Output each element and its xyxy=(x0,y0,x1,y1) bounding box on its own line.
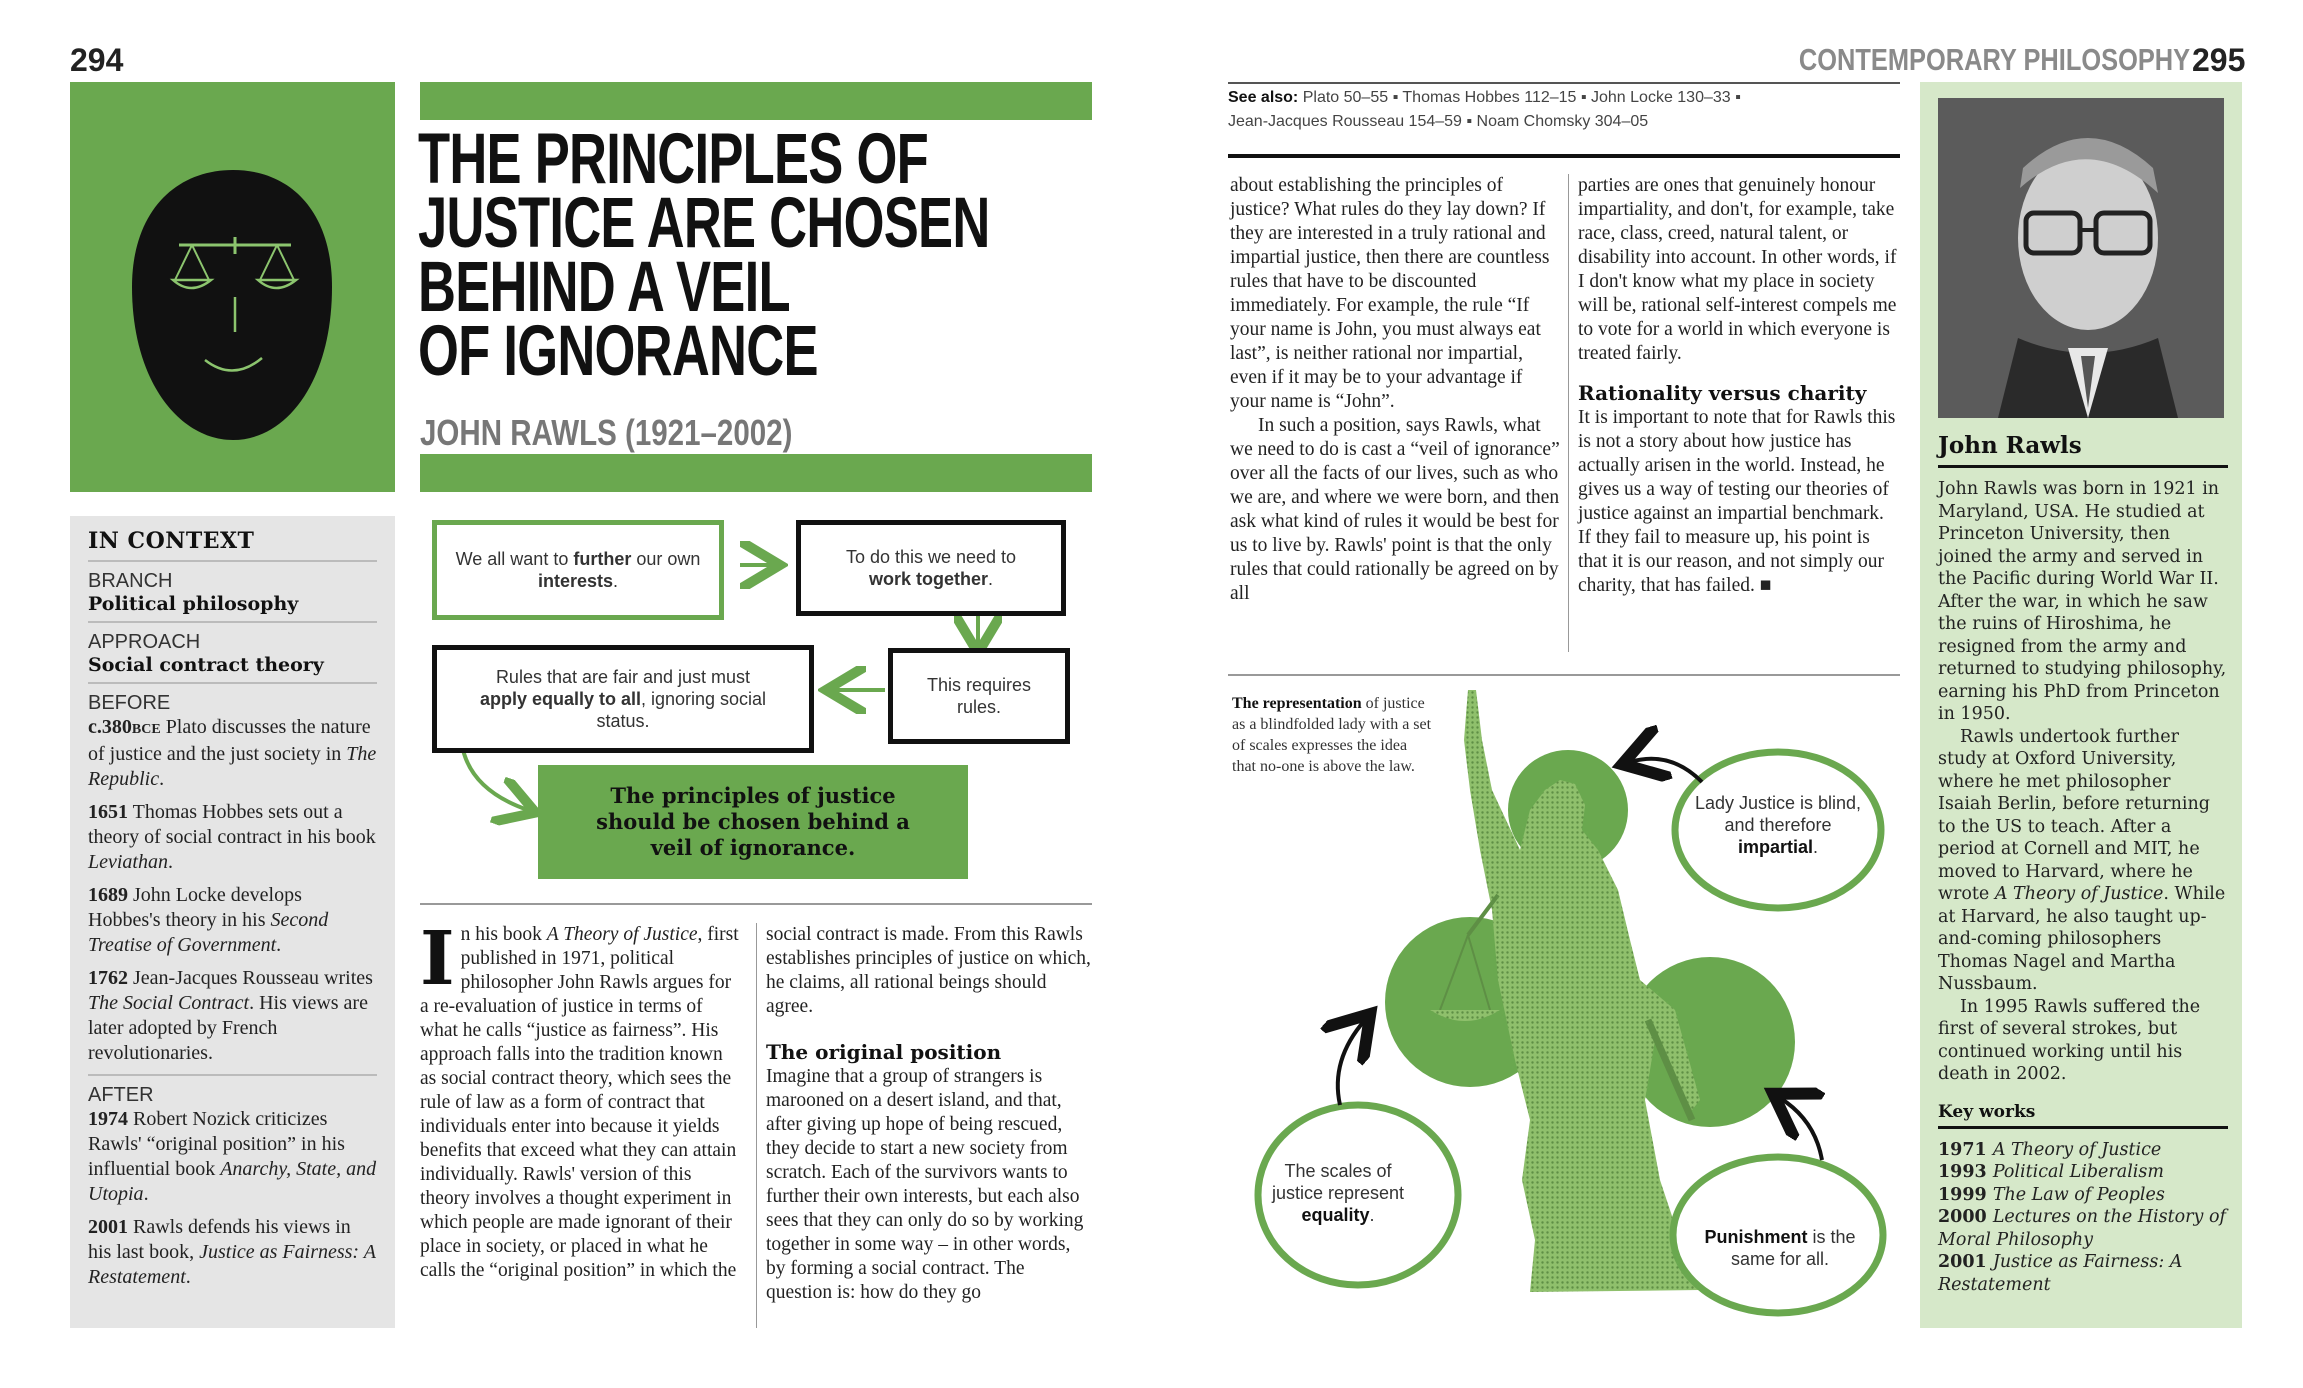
before-text: Jean-Jacques Rousseau writes xyxy=(128,967,373,989)
before-item xyxy=(88,966,377,1066)
before-year: c.380 xyxy=(88,716,132,738)
before-end: . xyxy=(276,934,282,956)
col2-paragraph-2: Imagine that a group of strangers is marooned on a desert island, and that, after giving up hope of being rescued, they decide to start a new society from scratch. Each of the survivors wants to further their own interests, but each also sees that they can only do so by working together in some way – in other words, by forming a social contract. The question is: how do they go xyxy=(766,1066,1084,1303)
col2-paragraph-1: social contract is made. From this Rawls establishes principles of justice on which, he claims, all rational beings should agree. xyxy=(766,924,1091,1017)
before-era: BCE xyxy=(131,722,161,737)
bio-p2-text-b: . While at Harvard, he also taught up-and-coming philosophers Thomas Nagel and Martha Nussbaum. xyxy=(1938,884,2226,994)
col4-paragraph-1: parties are ones that genuinely honour impartiality, and don't, for example, take race, class, creed, natural talent, or disability into account. In other words, if I don't know what my place in society will be, rational self-interest compels me to vote for a world in which everyone is treated fairly. xyxy=(1578,175,1897,364)
before-item xyxy=(88,800,377,875)
before-work: Second Treatise of Government xyxy=(88,909,329,956)
key-work-item xyxy=(1938,1139,2228,1162)
flow-box-interests xyxy=(432,520,724,620)
after-year: 1974 xyxy=(88,1108,128,1130)
original-position-heading: The original position xyxy=(766,1040,1002,1064)
title-line-3: BEHIND A VEIL xyxy=(418,248,790,327)
before-text: Thomas Hobbes sets out a theory of social contract in his book xyxy=(88,801,376,848)
flow-box4-bold: apply equally to all xyxy=(479,689,641,709)
bubble-blind-bold: impartial xyxy=(1737,837,1813,857)
after-year: 2001 xyxy=(88,1216,128,1238)
biography-text xyxy=(1938,432,2228,1296)
approach-label: APPROACH xyxy=(88,631,201,653)
title-top-bar xyxy=(420,82,1092,120)
bio-p2-work: A Theory of Justice xyxy=(1994,884,2164,904)
biography-panel xyxy=(1920,82,2242,1328)
illustration-divider xyxy=(1228,674,1900,676)
before-item xyxy=(88,715,377,792)
page-number-left: 294 xyxy=(70,42,124,78)
caption-bold: The representation xyxy=(1232,695,1362,712)
after-work: Anarchy, State, and Utopia xyxy=(88,1158,377,1205)
after-text: Robert Nozick criticizes Rawls' “original position” in his influential book xyxy=(88,1108,345,1180)
bio-paragraph-3: In 1995 Rawls suffered the first of several strokes, but continued working until his death in 2002. xyxy=(1938,996,2201,1084)
after-end: . xyxy=(185,1266,191,1288)
blindfold-head-icon xyxy=(70,82,395,492)
after-end: . xyxy=(143,1183,149,1205)
col3-paragraph-1: about establishing the principles of justice? What rules do they lay down? If they are interested in a truly rational and impartial justice, then there are countless rules that have to be discounted immediately. For example, the rule “If your name is John, you must always eat last”, is neither rational nor impartial, even if it may be to your advantage if your name is “John”. xyxy=(1230,175,1550,412)
page-number-right: 295 xyxy=(2192,42,2246,78)
body-column-4 xyxy=(1578,174,1900,598)
flow-box-work-together xyxy=(796,520,1066,616)
portrait-person-icon xyxy=(1938,98,2224,418)
key-work-item xyxy=(1938,1184,2228,1207)
key-work-title: Justice as Fairness: A Restatement xyxy=(1938,1252,2183,1295)
key-work-year: 1971 xyxy=(1938,1139,1993,1160)
see-also xyxy=(1228,86,1900,134)
before-text: Plato discusses the nature of justice and the just society in xyxy=(88,716,371,765)
key-work-title: The Law of Peoples xyxy=(1992,1184,2165,1205)
col3-paragraph-2: In such a position, says Rawls, what we need to do is cast a “veil of ignorance” over all the facts of our lives, such as who we are, and where we were born, and then ask what kind of rules it would be best for us to live by. Rawls' point is that the only rules that could rationally be agreed on by all xyxy=(1230,415,1560,604)
bubble-blind xyxy=(1690,792,1866,858)
flow-conclusion-text: The principles of justice should be chosen behind a veil of ignorance. xyxy=(596,783,910,860)
key-work-year: 1993 xyxy=(1938,1162,1993,1182)
column-rule-2 xyxy=(1568,174,1569,652)
before-work: Leviathan xyxy=(88,851,168,873)
key-work-year: 1999 xyxy=(1938,1184,1993,1205)
title-bottom-bar xyxy=(420,454,1092,492)
portrait-photo xyxy=(1938,98,2224,418)
col1-work-title: A Theory of Justice xyxy=(546,924,698,945)
bubble-scales-text: The scales of justice represent xyxy=(1271,1161,1405,1203)
bubble-punish-bold: Punishment xyxy=(1704,1227,1808,1247)
body-column-1 xyxy=(420,916,742,1283)
approach-value: Social contract theory xyxy=(88,654,324,676)
chapter-title xyxy=(418,120,1318,391)
branch-label: BRANCH xyxy=(88,570,173,592)
col1-text-a: n his book xyxy=(460,924,547,945)
before-year: 1651 xyxy=(88,801,128,823)
title-line-2: JUSTICE ARE CHOSEN xyxy=(418,184,990,263)
flow-box1-post: . xyxy=(613,571,619,591)
after-text: Rawls defends his views in his last book, xyxy=(88,1216,351,1263)
bubble-blind-post: . xyxy=(1813,837,1819,857)
before-end: . xyxy=(159,768,165,790)
see-also-line-1[interactable]: Plato 50–55 ▪ Thomas Hobbes 112–15 ▪ John Locke 130–33 ▪ xyxy=(1302,89,1741,106)
key-work-year: 2000 xyxy=(1938,1207,1993,1227)
bubble-scales-post: . xyxy=(1369,1205,1375,1225)
before-year: 1762 xyxy=(88,967,128,989)
see-also-top-rule xyxy=(1228,82,1900,84)
flow-box4-post: , ignoring social status. xyxy=(596,689,767,731)
key-work-year: 2001 xyxy=(1938,1252,1993,1272)
key-works-heading: Key works xyxy=(1938,1102,2228,1129)
bubble-scales xyxy=(1268,1160,1408,1226)
before-work: The Social Contract xyxy=(88,992,250,1014)
flow-box2-post: . xyxy=(988,569,994,589)
after-item xyxy=(88,1107,377,1207)
flow-box4-text: Rules that are fair and just must xyxy=(495,667,751,687)
flow-box-equal-rules xyxy=(432,645,814,753)
before-label: BEFORE xyxy=(88,692,171,714)
flow-box1-text: We all want to xyxy=(455,549,574,569)
bubble-blind-text: Lady Justice is blind, and therefore xyxy=(1694,793,1862,835)
flow-box1-bold: further xyxy=(573,549,632,569)
before-work: The Republic xyxy=(88,743,377,790)
see-also-bottom-rule xyxy=(1228,154,1900,158)
caption-text: of justice as a blindfolded lady with a set of scales expresses the idea that no-one is above the law. xyxy=(1232,695,1432,775)
key-work-title: Political Liberalism xyxy=(1992,1162,2164,1182)
bubble-punish-text: is the same for all. xyxy=(1730,1227,1856,1269)
key-work-title: A Theory of Justice xyxy=(1992,1139,2162,1160)
before-text: John Locke develops Hobbes's theory in his xyxy=(88,884,302,931)
see-also-line-2[interactable]: Jean-Jacques Rousseau 154–59 ▪ Noam Chomsky 304–05 xyxy=(1228,113,1649,130)
before-item xyxy=(88,883,377,958)
key-work-title: Lectures on the History of Moral Philosophy xyxy=(1938,1207,2226,1250)
key-work-item xyxy=(1938,1206,2228,1251)
in-context-heading: IN CONTEXT xyxy=(88,528,255,554)
rationality-heading: Rationality versus charity xyxy=(1578,381,1867,405)
before-end: . His views are later adopted by French revolutionaries. xyxy=(88,992,368,1064)
chapter-author: JOHN RAWLS (1921–2002) xyxy=(420,412,793,453)
head-illustration-panel xyxy=(70,82,395,492)
title-line-4: OF IGNORANCE xyxy=(418,312,818,391)
after-work: Justice as Fairness: A Restatement xyxy=(88,1241,376,1288)
flow-box1-mid: our own xyxy=(631,549,701,569)
before-list xyxy=(88,715,377,1066)
flow-box3-text: This requires rules. xyxy=(926,675,1032,717)
col1-text-b: , first published in 1971, political philosopher John Rawls argues for a re-evaluation of justice in terms of what he calls “justice as fairness”. His approach falls into the tradition known as social contract theory, which sees the rule of law as a form of contract that individuals enter into because it yields benefits that exceed what they can attain individually. Rawls' version of this theory involves a thought experiment in which people are made ignorant of their place in society, or placed in what he calls the “original position” in which the xyxy=(420,924,739,1281)
bio-paragraph-1: John Rawls was born in 1921 in Maryland, USA. He studied at Princeton University, then joined the army and served in the Pacific during World War II. After the war, in which he saw the ruins of Hiroshima, he resigned from the army and returned to studying philosophy, earning his PhD from Princeton in 1950. xyxy=(1938,479,2227,724)
flow-box2-text: To do this we need to xyxy=(845,547,1017,567)
key-works-list xyxy=(1938,1139,2228,1297)
body-column-2 xyxy=(766,923,1092,1305)
running-head: CONTEMPORARY PHILOSOPHY xyxy=(1798,42,2190,77)
bio-name: John Rawls xyxy=(1938,432,2228,468)
see-also-label: See also: xyxy=(1228,89,1299,106)
running-head-wrap xyxy=(1620,42,2190,78)
before-year: 1689 xyxy=(88,884,128,906)
body-divider-left xyxy=(420,903,1092,905)
drop-cap: I xyxy=(420,916,455,1002)
branch-value: Political philosophy xyxy=(88,593,299,615)
flow-box-requires-rules xyxy=(888,648,1070,744)
key-work-item xyxy=(1938,1161,2228,1184)
bio-paragraph-2 xyxy=(1938,726,2228,996)
title-line-1: THE PRINCIPLES OF xyxy=(418,120,928,199)
after-item xyxy=(88,1215,377,1290)
bubble-punishment xyxy=(1700,1226,1860,1270)
flow-box1-bold2: interests xyxy=(537,571,614,591)
col4-paragraph-2: It is important to note that for Rawls this is not a story about how justice has actually arisen in the world. Instead, he gives us a way of testing our theories of justice against an impartial benchmark. If they fail to measure up, his point is that it is our reason, and not simply our charity, that has failed. ■ xyxy=(1578,407,1896,596)
before-end: . xyxy=(168,851,173,873)
column-rule-1 xyxy=(756,923,757,1328)
flow-box2-bold: work together xyxy=(868,569,988,589)
bubble-scales-bold: equality xyxy=(1301,1205,1370,1225)
after-list xyxy=(88,1107,377,1290)
after-label: AFTER xyxy=(88,1084,154,1106)
body-column-3 xyxy=(1230,174,1560,606)
key-work-item xyxy=(1938,1251,2228,1296)
in-context-panel xyxy=(70,516,395,1328)
bio-p2-text-a: Rawls undertook further study at Oxford University, where he met philosopher Isaiah Berlin, before returning to the US to teach. After a period at Cornell and MIT, he moved to Harvard, where he wrote xyxy=(1938,726,2210,904)
flow-conclusion xyxy=(538,765,968,879)
